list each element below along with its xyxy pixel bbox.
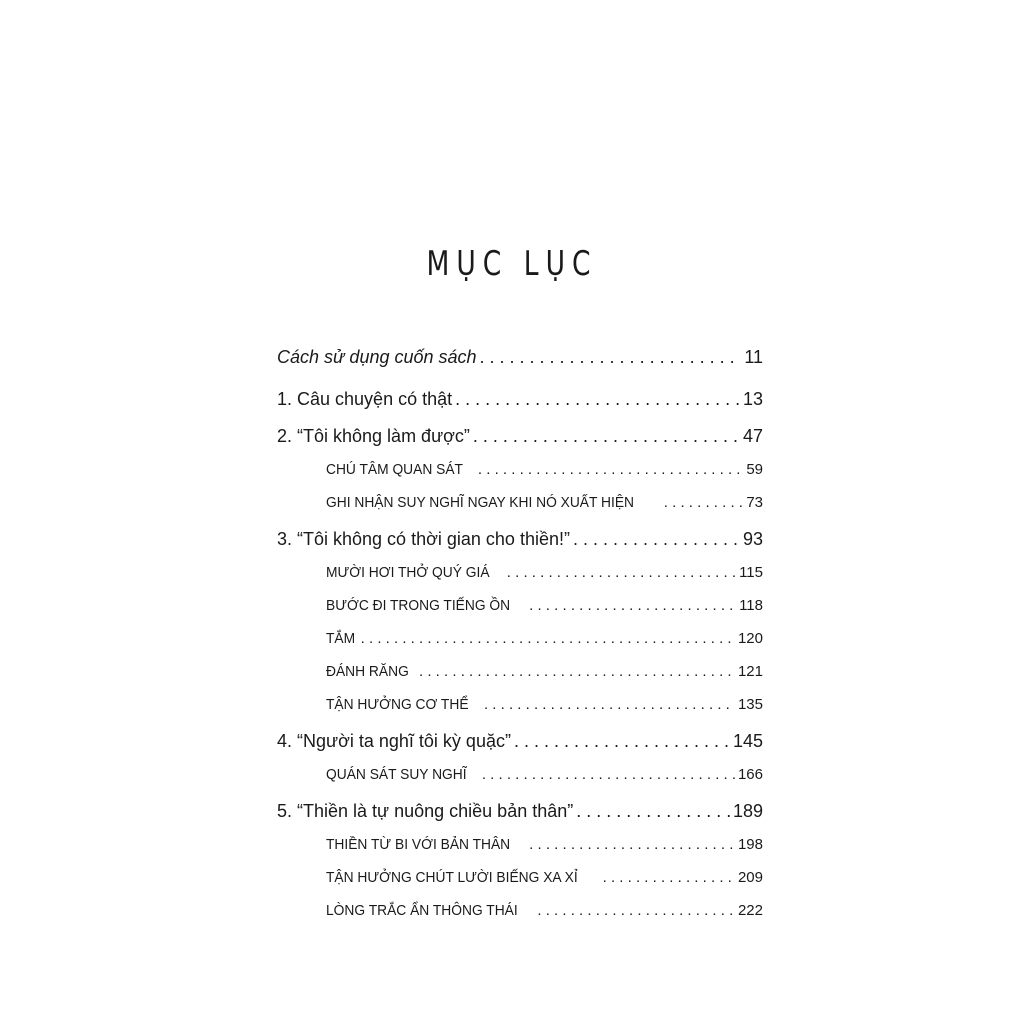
toc-entry-label: ĐÁNH RĂNG <box>326 663 409 680</box>
toc-entry-label: 1. Câu chuyện có thật <box>277 389 453 409</box>
toc-entry-label: 4. “Người ta nghĩ tôi kỳ quặc” <box>277 731 511 751</box>
dot-leader <box>537 902 735 919</box>
toc-page-number: 145 <box>732 731 763 751</box>
toc-page-number: 135 <box>737 696 763 713</box>
dot-leader <box>529 836 735 853</box>
toc-entry-intro <box>277 347 763 371</box>
toc-page-number: 93 <box>742 529 763 549</box>
dot-leader <box>455 389 740 410</box>
toc-subentry <box>326 836 763 856</box>
dot-leader <box>576 801 730 822</box>
dot-leader <box>664 494 744 511</box>
toc-entry-label: TẮM <box>326 630 356 647</box>
toc-entry-label: GHI NHẬN SUY NGHĨ NGAY KHI NÓ XUẤT HIỆN <box>326 494 635 511</box>
toc-entry-label: 3. “Tôi không có thời gian cho thiền!” <box>277 529 570 549</box>
table-of-contents <box>277 0 763 1024</box>
dot-leader <box>484 696 735 713</box>
dot-leader <box>514 731 730 752</box>
dot-leader <box>482 766 735 783</box>
toc-subentry <box>326 461 763 481</box>
dot-leader <box>507 564 736 581</box>
toc-subentry <box>326 494 763 514</box>
toc-entry-label: CHÚ TÂM QUAN SÁT <box>326 461 463 478</box>
toc-subentry <box>326 630 763 650</box>
toc-subentry <box>326 696 763 716</box>
toc-entry-chapter-5 <box>277 801 763 825</box>
toc-entry-label: TẬN HƯỞNG CHÚT LƯỜI BIẾNG XA XỈ <box>326 869 578 886</box>
toc-subentry <box>326 564 763 584</box>
toc-page-number: 59 <box>746 461 763 478</box>
toc-page-number: 73 <box>746 494 763 511</box>
toc-page-number: 121 <box>737 663 763 680</box>
dot-leader <box>603 869 735 886</box>
dot-leader <box>478 461 743 478</box>
toc-page-number: 198 <box>737 836 763 853</box>
page-title: MỤC LỤC <box>426 244 598 284</box>
toc-entry-label: THIỀN TỪ BI VỚI BẢN THÂN <box>326 836 511 853</box>
dot-leader <box>529 597 736 614</box>
toc-entry-label: 2. “Tôi không làm được” <box>277 426 470 446</box>
toc-entry-label: QUÁN SÁT SUY NGHĨ <box>326 766 467 783</box>
toc-page-number: 115 <box>739 564 763 581</box>
toc-entry-label: Cách sử dụng cuốn sách <box>277 347 477 367</box>
toc-page-number: 47 <box>742 426 763 446</box>
toc-entry-chapter-2 <box>277 426 763 450</box>
toc-entry-label: 5. “Thiền là tự nuông chiều bản thân” <box>277 801 574 821</box>
toc-entry-chapter-3 <box>277 529 763 553</box>
toc-page-number: 11 <box>744 347 763 367</box>
dot-leader <box>419 663 735 680</box>
dot-leader <box>361 630 735 647</box>
toc-entry-chapter-4 <box>277 731 763 755</box>
dot-leader <box>573 529 740 550</box>
toc-page-number: 209 <box>737 869 763 886</box>
toc-entry-label: MƯỜI HƠI THỞ QUÝ GIÁ <box>326 564 490 581</box>
toc-entry-label: TẬN HƯỞNG CƠ THỂ <box>326 696 469 713</box>
toc-page-number: 166 <box>737 766 763 783</box>
toc-page-number: 222 <box>737 902 763 919</box>
toc-entry-label: LÒNG TRẮC ẨN THÔNG THÁI <box>326 902 518 919</box>
dot-leader <box>473 426 740 447</box>
toc-page-number: 13 <box>742 389 763 409</box>
toc-subentry <box>326 869 763 889</box>
toc-subentry <box>326 663 763 683</box>
toc-page-number: 120 <box>737 630 763 647</box>
toc-page-number: 118 <box>739 597 763 614</box>
toc-page-number: 189 <box>732 801 763 821</box>
dot-leader <box>480 347 742 368</box>
toc-entry-chapter-1 <box>277 389 763 413</box>
toc-subentry <box>326 597 763 617</box>
toc-subentry <box>326 766 763 786</box>
toc-entry-label: BƯỚC ĐI TRONG TIẾNG ỒN <box>326 597 511 614</box>
toc-subentry <box>326 902 763 922</box>
